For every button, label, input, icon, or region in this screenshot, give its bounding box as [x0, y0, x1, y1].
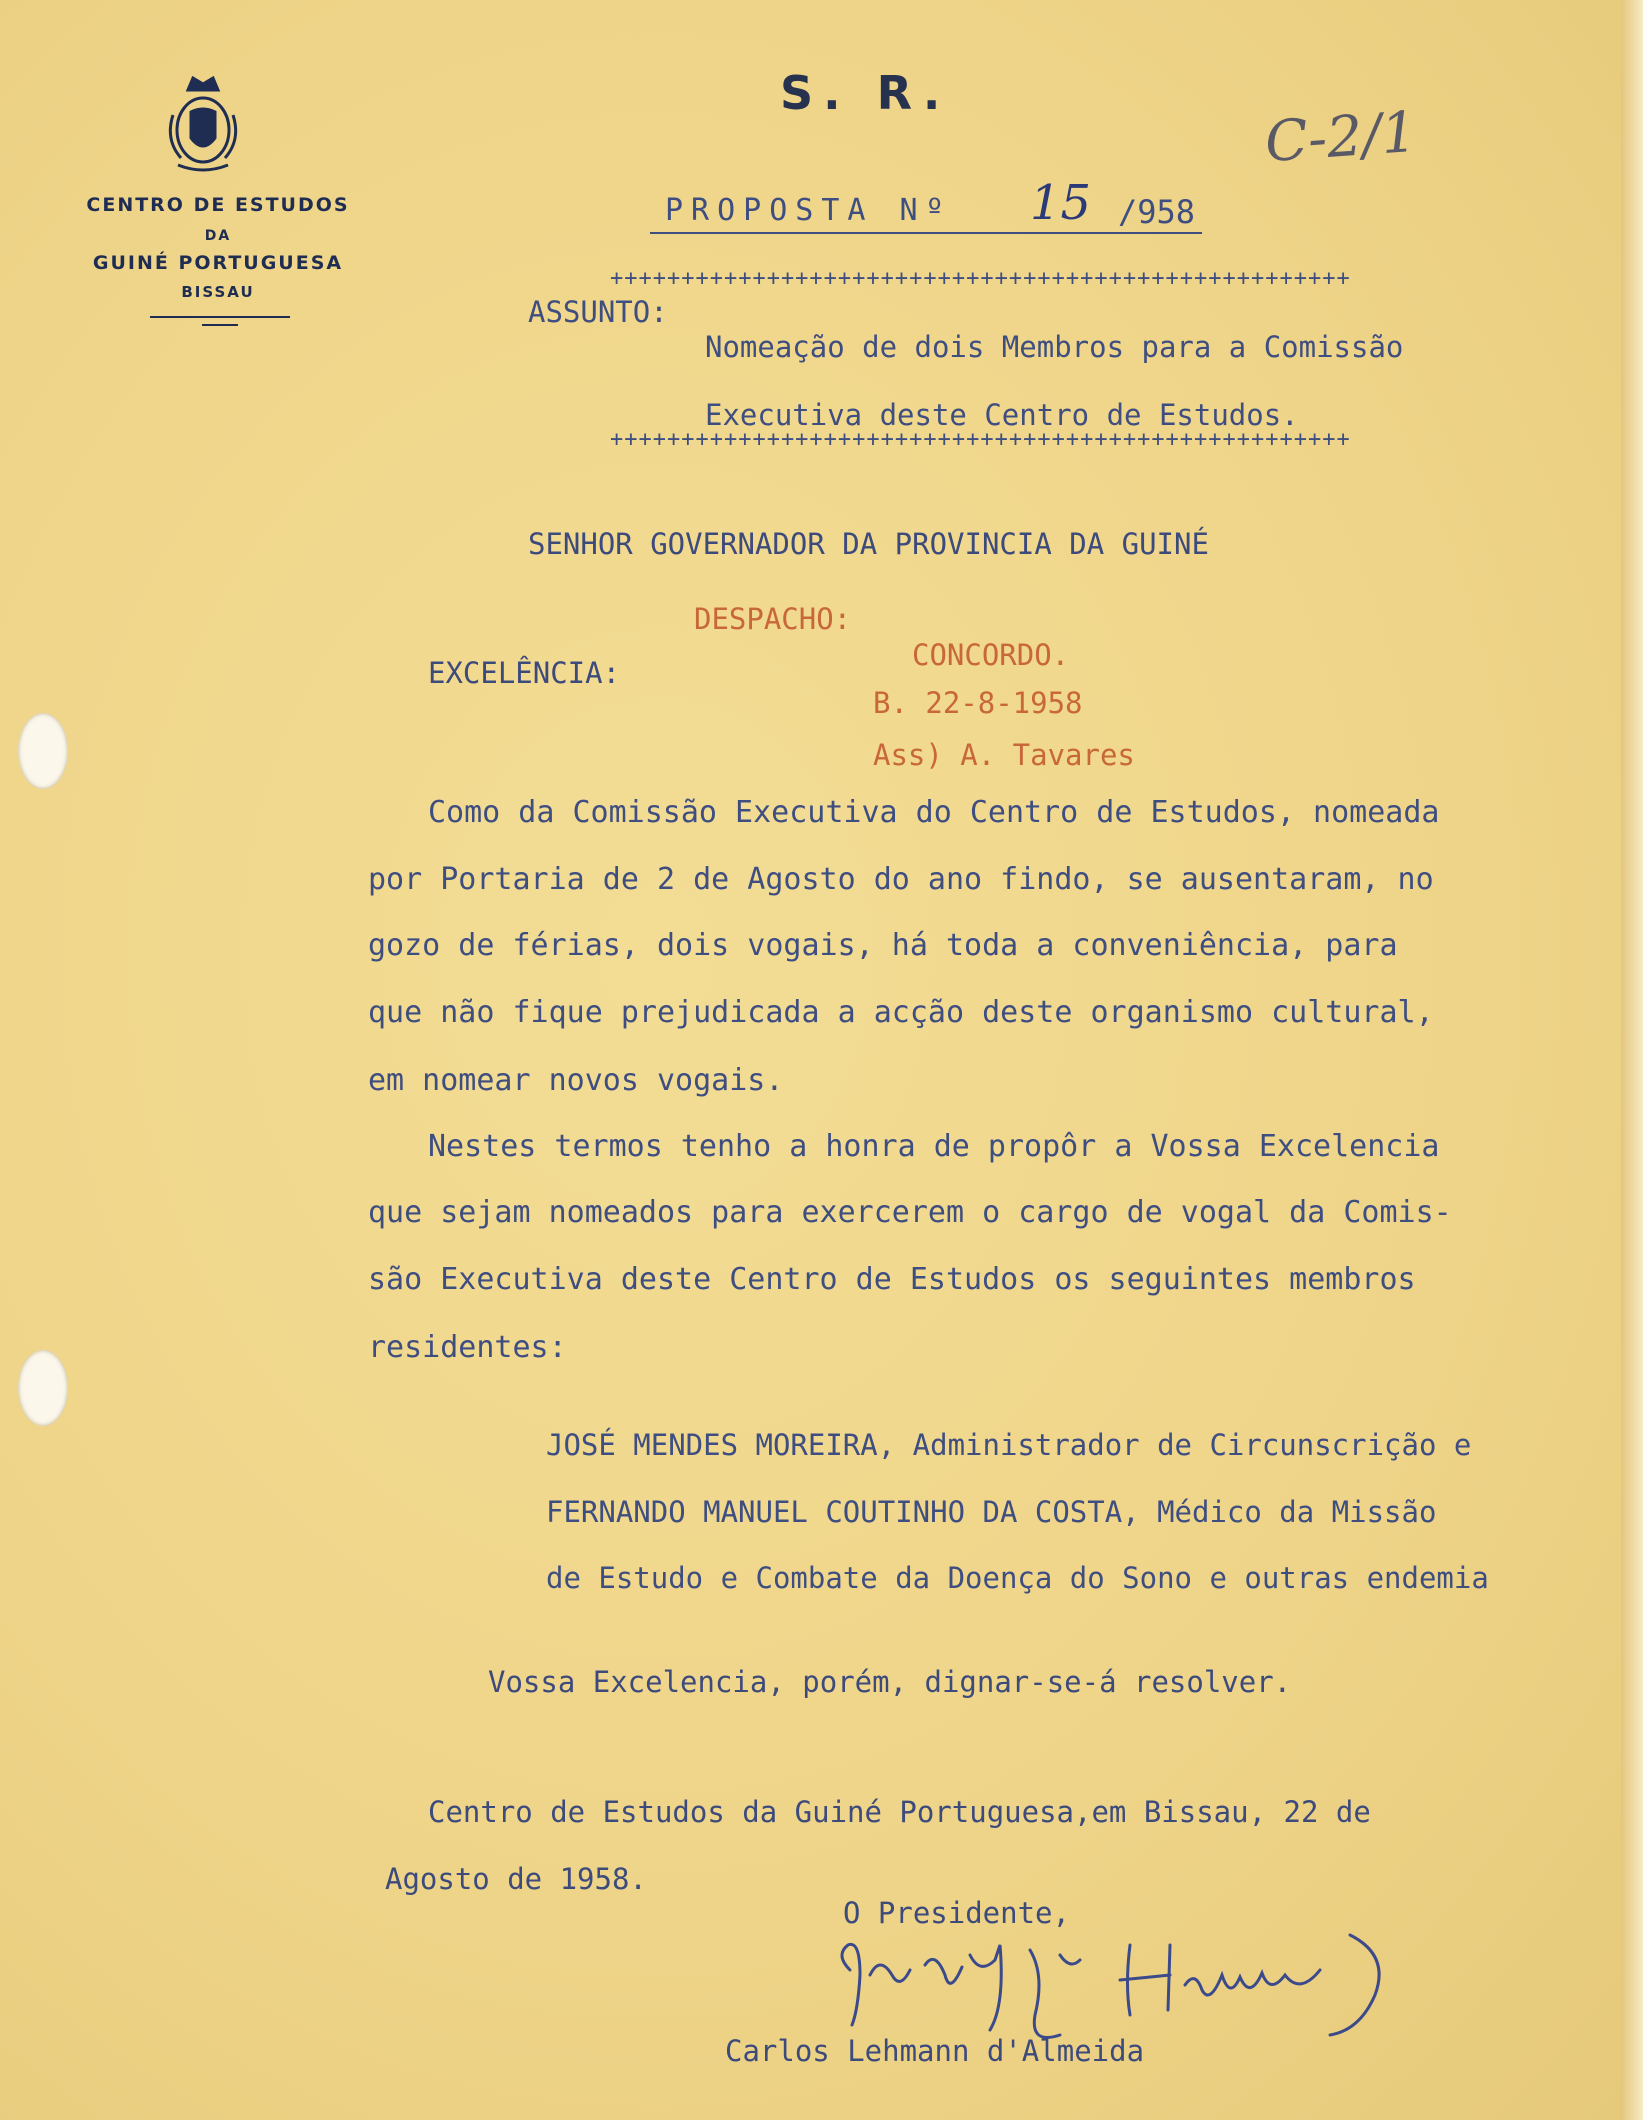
body-line: Como da Comissão Executiva do Centro de Estudos, nomeada: [428, 795, 1440, 830]
proposal-number: 15: [1030, 175, 1092, 231]
header-sr: S. R.: [780, 66, 951, 120]
body-line: Nestes termos tenho a honra de propôr a Vossa Excelencia: [428, 1129, 1440, 1164]
org-name-line: GUINÉ PORTUGUESA: [92, 252, 344, 274]
subject-line: Executiva deste Centro de Estudos.: [705, 398, 1299, 432]
dispatch-date: B. 22-8-1958: [873, 686, 1083, 720]
addressee: SENHOR GOVERNADOR DA PROVINCIA DA GUINÉ: [528, 527, 1209, 561]
body-line: residentes:: [368, 1330, 567, 1365]
signatory-title: O Presidente,: [843, 1896, 1070, 1930]
proposal-underline: [650, 232, 1202, 234]
subject-line: Nomeação de dois Membros para a Comissão: [705, 330, 1404, 364]
place-date-line: Centro de Estudos da Guiné Portuguesa,em Bissau, 22 de: [428, 1795, 1371, 1829]
punch-hole: [18, 713, 68, 789]
place-date-line: Agosto de 1958.: [385, 1862, 647, 1896]
body-line: que sejam nomeados para exercerem o cargo de vogal da Comis-: [368, 1195, 1452, 1230]
nominee-line: JOSÉ MENDES MOREIRA, Administrador de Circunscrição e: [546, 1428, 1472, 1462]
plus-divider: ++++++++++++++++++++++++++++++++++++++++++++++++++++: [610, 266, 1351, 291]
coat-of-arms-icon: [163, 70, 243, 180]
org-name-line: CENTRO DE ESTUDOS: [86, 194, 350, 216]
subject-label: ASSUNTO:: [528, 295, 668, 329]
proposal-label: PROPOSTA Nº: [665, 193, 952, 228]
dispatch-decision: CONCORDO.: [912, 638, 1070, 672]
archive-mark: C-2/1: [1262, 99, 1419, 176]
salutation: EXCELÊNCIA:: [428, 656, 621, 690]
body-line: por Portaria de 2 de Agosto do ano findo, se ausentaram, no: [368, 862, 1434, 897]
body-line: em nomear novos vogais.: [368, 1063, 784, 1098]
page-edge: [1621, 0, 1643, 2120]
plus-divider: ++++++++++++++++++++++++++++++++++++++++++++++++++++: [610, 427, 1351, 452]
closing-line: Vossa Excelencia, porém, dignar-se-á resolver.: [488, 1665, 1292, 1699]
punch-hole: [18, 1350, 68, 1426]
body-line: gozo de férias, dois vogais, há toda a conveniência, para: [368, 928, 1398, 963]
nominee-line: FERNANDO MANUEL COUTINHO DA COSTA, Médico da Missão: [546, 1495, 1437, 1529]
org-name-line: DA: [204, 228, 232, 244]
signatory-name: Carlos Lehmann d'Almeida: [725, 2034, 1145, 2068]
dispatch-signed: Ass) A. Tavares: [873, 738, 1135, 772]
dispatch-label: DESPACHO:: [694, 602, 852, 636]
divider: [202, 324, 238, 326]
body-line: são Executiva deste Centro de Estudos os seguintes membros: [368, 1262, 1416, 1297]
org-city: BISSAU: [181, 283, 255, 301]
divider: [150, 316, 290, 318]
proposal-year: /958: [1118, 193, 1196, 231]
body-line: que não fique prejudicada a acção deste organismo cultural,: [368, 995, 1434, 1030]
nominee-line: de Estudo e Combate da Doença do Sono e outras endemia: [546, 1561, 1489, 1595]
